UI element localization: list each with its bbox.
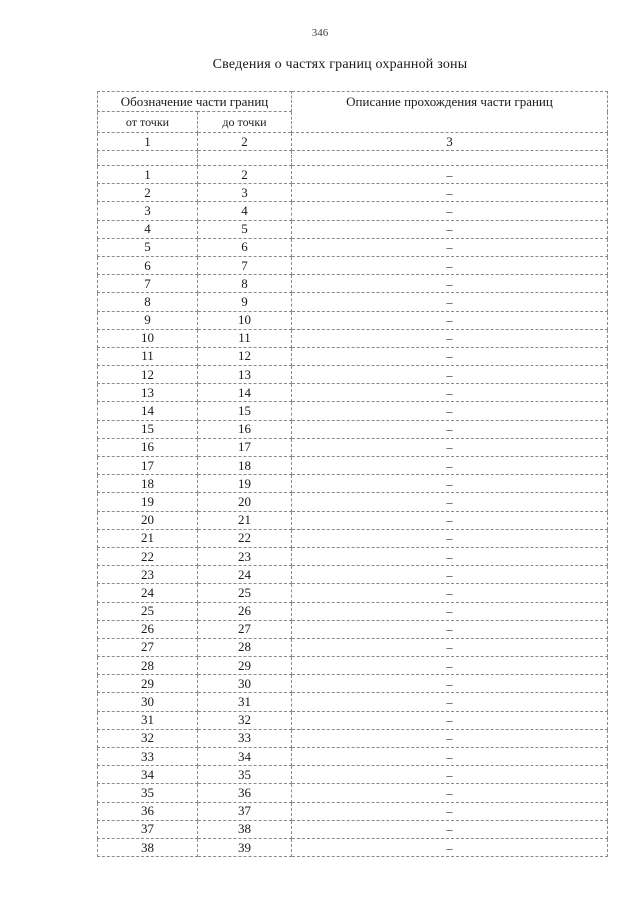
from-point-header: от точки <box>98 112 198 133</box>
from-point-cell: 29 <box>98 675 198 693</box>
table-row <box>98 493 608 511</box>
description-cell: – <box>292 256 608 274</box>
to-point-cell: 21 <box>198 511 292 529</box>
from-point-cell: 24 <box>98 584 198 602</box>
to-point-cell: 12 <box>198 347 292 365</box>
table-row <box>98 220 608 238</box>
to-point-cell: 35 <box>198 766 292 784</box>
to-point-cell: 26 <box>198 602 292 620</box>
table-row <box>98 457 608 475</box>
description-cell: – <box>292 457 608 475</box>
from-point-cell: 37 <box>98 820 198 838</box>
column-number-row <box>98 133 608 151</box>
table-row <box>98 256 608 274</box>
from-point-cell: 35 <box>98 784 198 802</box>
description-cell: – <box>292 202 608 220</box>
table-row <box>98 202 608 220</box>
from-point-cell: 28 <box>98 657 198 675</box>
table-row <box>98 293 608 311</box>
description-cell: – <box>292 620 608 638</box>
table-row <box>98 748 608 766</box>
to-point-cell: 9 <box>198 293 292 311</box>
to-point-cell: 5 <box>198 220 292 238</box>
from-point-cell: 23 <box>98 566 198 584</box>
table-header-row <box>98 92 608 112</box>
from-point-cell: 20 <box>98 511 198 529</box>
description-cell: – <box>292 438 608 456</box>
description-cell: – <box>292 602 608 620</box>
to-point-cell: 14 <box>198 384 292 402</box>
from-point-cell: 8 <box>98 293 198 311</box>
description-cell: – <box>292 784 608 802</box>
description-header: Описание прохождения части границ <box>292 92 608 133</box>
from-point-cell: 14 <box>98 402 198 420</box>
from-point-cell: 1 <box>98 166 198 184</box>
table-row <box>98 602 608 620</box>
to-point-cell: 27 <box>198 620 292 638</box>
from-point-cell: 10 <box>98 329 198 347</box>
description-cell: – <box>292 238 608 256</box>
from-point-cell: 18 <box>98 475 198 493</box>
from-point-cell: 7 <box>98 275 198 293</box>
description-cell: – <box>292 311 608 329</box>
from-point-cell: 17 <box>98 457 198 475</box>
table-row <box>98 820 608 838</box>
description-cell: – <box>292 275 608 293</box>
table-row <box>98 238 608 256</box>
from-point-cell: 12 <box>98 366 198 384</box>
table-row <box>98 620 608 638</box>
to-point-cell: 15 <box>198 402 292 420</box>
description-cell: – <box>292 584 608 602</box>
column-number: 3 <box>292 133 608 151</box>
from-point-cell: 26 <box>98 620 198 638</box>
to-point-cell: 17 <box>198 438 292 456</box>
table-row <box>98 311 608 329</box>
description-cell: – <box>292 366 608 384</box>
to-point-cell: 23 <box>198 547 292 565</box>
table-row <box>98 384 608 402</box>
from-point-cell: 34 <box>98 766 198 784</box>
description-cell: – <box>292 166 608 184</box>
from-point-cell: 13 <box>98 384 198 402</box>
to-point-cell: 4 <box>198 202 292 220</box>
to-point-cell: 18 <box>198 457 292 475</box>
description-cell: – <box>292 347 608 365</box>
from-point-cell: 2 <box>98 184 198 202</box>
to-point-cell: 29 <box>198 657 292 675</box>
table-row <box>98 693 608 711</box>
from-point-cell: 6 <box>98 256 198 274</box>
to-point-cell: 6 <box>198 238 292 256</box>
table-row <box>98 802 608 820</box>
description-cell: – <box>292 184 608 202</box>
table-row <box>98 766 608 784</box>
to-point-cell: 20 <box>198 493 292 511</box>
from-point-cell: 9 <box>98 311 198 329</box>
column-number: 1 <box>98 133 198 151</box>
description-cell: – <box>292 729 608 747</box>
table-row <box>98 638 608 656</box>
description-cell: – <box>292 511 608 529</box>
boundary-parts-table <box>97 91 608 857</box>
description-cell: – <box>292 420 608 438</box>
description-cell: – <box>292 529 608 547</box>
document-title: Сведения о частях границ охранной зоны <box>212 57 468 72</box>
column-number: 2 <box>198 133 292 151</box>
table-row <box>98 184 608 202</box>
description-cell: – <box>292 638 608 656</box>
table-row <box>98 711 608 729</box>
to-point-cell: 34 <box>198 748 292 766</box>
to-point-cell: 19 <box>198 475 292 493</box>
from-point-cell: 27 <box>98 638 198 656</box>
table-row <box>98 657 608 675</box>
table-row <box>98 438 608 456</box>
description-cell: – <box>292 693 608 711</box>
to-point-cell: 31 <box>198 693 292 711</box>
to-point-header: до точки <box>198 112 292 133</box>
designation-header: Обозначение части границ <box>98 92 292 112</box>
spacer-cell <box>292 151 608 166</box>
from-point-cell: 32 <box>98 729 198 747</box>
description-cell: – <box>292 547 608 565</box>
description-cell: – <box>292 293 608 311</box>
to-point-cell: 10 <box>198 311 292 329</box>
from-point-cell: 30 <box>98 693 198 711</box>
from-point-cell: 5 <box>98 238 198 256</box>
table-row <box>98 838 608 856</box>
from-point-cell: 36 <box>98 802 198 820</box>
table-row <box>98 475 608 493</box>
spacer-cell <box>198 151 292 166</box>
table-row <box>98 547 608 565</box>
description-cell: – <box>292 493 608 511</box>
page-number: 346 <box>311 27 329 39</box>
table-row <box>98 584 608 602</box>
from-point-cell: 38 <box>98 838 198 856</box>
description-cell: – <box>292 657 608 675</box>
description-cell: – <box>292 838 608 856</box>
to-point-cell: 22 <box>198 529 292 547</box>
spacer-cell <box>98 151 198 166</box>
from-point-cell: 4 <box>98 220 198 238</box>
description-cell: – <box>292 566 608 584</box>
from-point-cell: 15 <box>98 420 198 438</box>
to-point-cell: 24 <box>198 566 292 584</box>
to-point-cell: 39 <box>198 838 292 856</box>
table-row <box>98 511 608 529</box>
from-point-cell: 16 <box>98 438 198 456</box>
from-point-cell: 31 <box>98 711 198 729</box>
table-row <box>98 166 608 184</box>
to-point-cell: 3 <box>198 184 292 202</box>
table-row <box>98 366 608 384</box>
table-row <box>98 784 608 802</box>
to-point-cell: 2 <box>198 166 292 184</box>
to-point-cell: 30 <box>198 675 292 693</box>
to-point-cell: 28 <box>198 638 292 656</box>
to-point-cell: 32 <box>198 711 292 729</box>
to-point-cell: 25 <box>198 584 292 602</box>
table-row <box>98 275 608 293</box>
to-point-cell: 11 <box>198 329 292 347</box>
description-cell: – <box>292 766 608 784</box>
to-point-cell: 16 <box>198 420 292 438</box>
from-point-cell: 19 <box>98 493 198 511</box>
table-row <box>98 675 608 693</box>
table-row <box>98 402 608 420</box>
to-point-cell: 37 <box>198 802 292 820</box>
description-cell: – <box>292 220 608 238</box>
description-cell: – <box>292 675 608 693</box>
from-point-cell: 11 <box>98 347 198 365</box>
from-point-cell: 25 <box>98 602 198 620</box>
description-cell: – <box>292 802 608 820</box>
table-row <box>98 420 608 438</box>
to-point-cell: 7 <box>198 256 292 274</box>
table-row <box>98 529 608 547</box>
description-cell: – <box>292 820 608 838</box>
to-point-cell: 13 <box>198 366 292 384</box>
to-point-cell: 38 <box>198 820 292 838</box>
table-row <box>98 329 608 347</box>
description-cell: – <box>292 748 608 766</box>
from-point-cell: 22 <box>98 547 198 565</box>
to-point-cell: 33 <box>198 729 292 747</box>
from-point-cell: 3 <box>98 202 198 220</box>
description-cell: – <box>292 384 608 402</box>
description-cell: – <box>292 475 608 493</box>
from-point-cell: 33 <box>98 748 198 766</box>
description-cell: – <box>292 711 608 729</box>
description-cell: – <box>292 402 608 420</box>
from-point-cell: 21 <box>98 529 198 547</box>
table-row <box>98 347 608 365</box>
table-row <box>98 729 608 747</box>
table-row <box>98 566 608 584</box>
to-point-cell: 8 <box>198 275 292 293</box>
spacer-row <box>98 151 608 166</box>
to-point-cell: 36 <box>198 784 292 802</box>
description-cell: – <box>292 329 608 347</box>
